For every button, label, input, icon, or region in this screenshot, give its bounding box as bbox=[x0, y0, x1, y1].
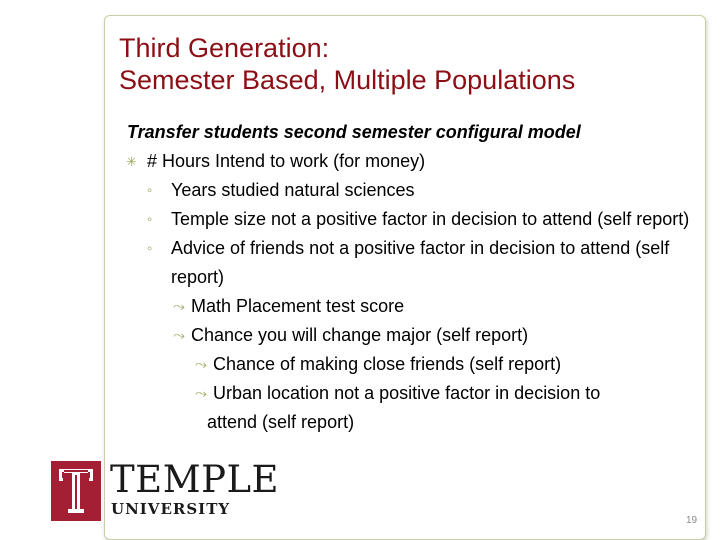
logo-subtext: UNIVERSITY bbox=[111, 500, 231, 518]
bullet-level4 bbox=[127, 379, 697, 408]
slide-title bbox=[119, 32, 699, 96]
title-line-2: Semester Based, Multiple Populations bbox=[119, 65, 576, 95]
bullet-text: # Hours Intend to work (for money) bbox=[147, 151, 426, 171]
bullet-text: Urban location not a positive factor in decision to bbox=[213, 383, 601, 403]
bullet-text: Temple size not a positive factor in decision to attend (self report) bbox=[171, 209, 690, 229]
bullet-text: Advice of friends not a positive factor in decision to attend (self report) bbox=[171, 238, 670, 287]
tilde-arrow-bullet-icon: ⤳ bbox=[195, 356, 208, 373]
bullet-text: Chance you will change major (self report) bbox=[191, 325, 529, 345]
circle-bullet-icon: ◦ bbox=[147, 240, 153, 257]
bullet-text: Years studied natural sciences bbox=[171, 180, 415, 200]
temple-t-svg bbox=[51, 461, 101, 521]
bullet-level4 bbox=[127, 350, 697, 379]
bullet-level2 bbox=[127, 234, 697, 292]
temple-t-logo-icon bbox=[51, 461, 101, 521]
tilde-arrow-bullet-icon: ⤳ bbox=[173, 298, 186, 315]
wing-bullet-icon: ✳ bbox=[126, 154, 137, 169]
bullet-text: Chance of making close friends (self report) bbox=[213, 354, 562, 374]
tilde-arrow-bullet-icon: ⤳ bbox=[173, 327, 186, 344]
logo-wordmark: TEMPLE bbox=[110, 458, 280, 501]
slide-content bbox=[127, 118, 697, 437]
circle-bullet-icon: ◦ bbox=[147, 182, 153, 199]
bullet-level3 bbox=[127, 292, 697, 321]
bullet-level2 bbox=[127, 205, 697, 234]
tilde-arrow-bullet-icon: ⤳ bbox=[195, 385, 208, 402]
bullet-text: Math Placement test score bbox=[191, 296, 405, 316]
temple-university-logo bbox=[51, 458, 280, 523]
bullet-level2 bbox=[127, 176, 697, 205]
bullet-continuation: attend (self report) bbox=[207, 412, 355, 432]
bullet-level1 bbox=[127, 147, 697, 176]
page-number: 19 bbox=[686, 515, 698, 526]
title-line-1: Third Generation: bbox=[119, 33, 330, 63]
bullet-level3 bbox=[127, 321, 697, 350]
circle-bullet-icon: ◦ bbox=[147, 211, 153, 228]
intro-text: Transfer students second semester configural model bbox=[127, 122, 581, 142]
